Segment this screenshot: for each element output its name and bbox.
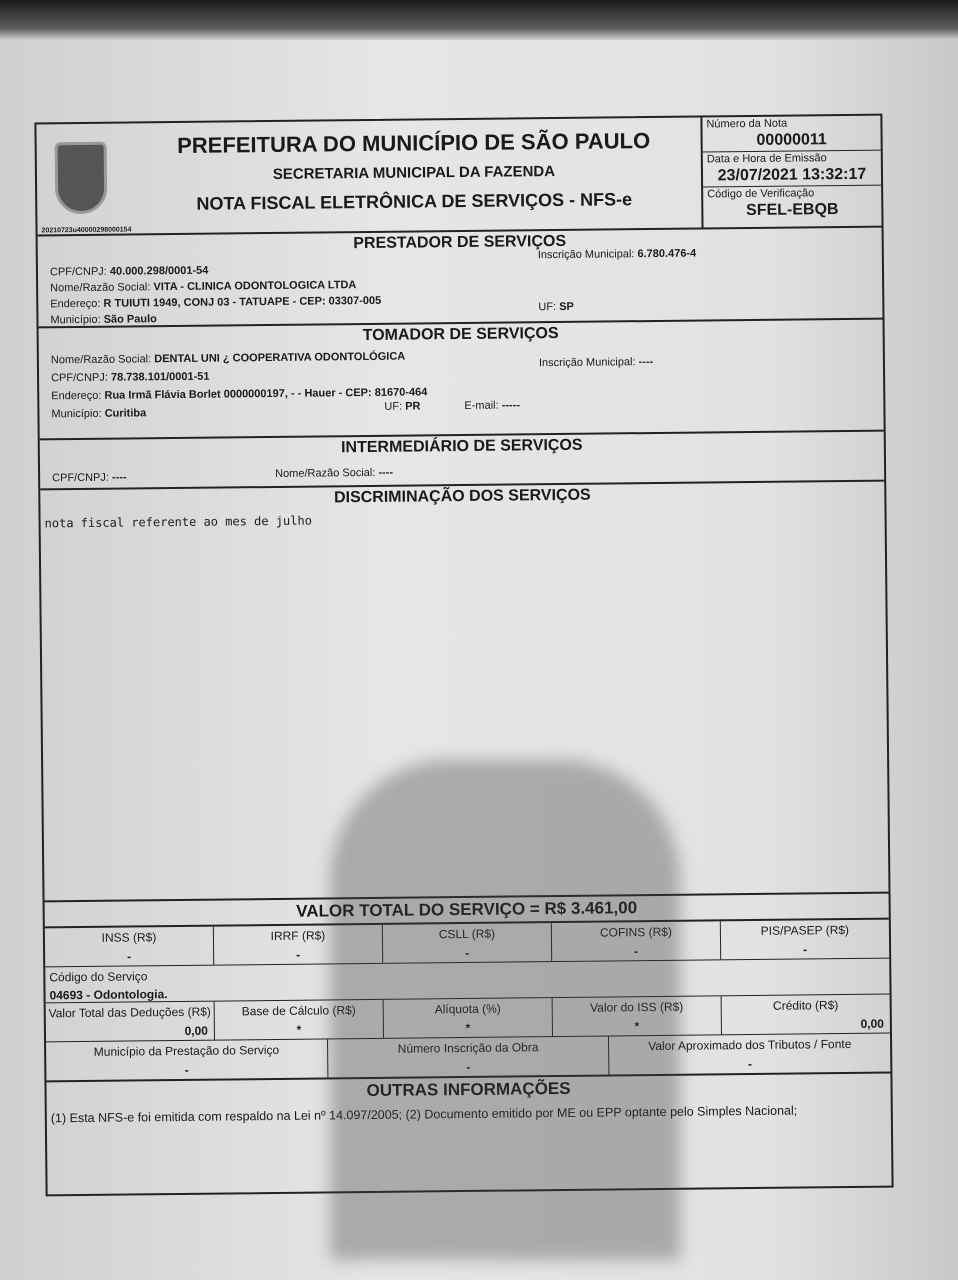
header — [36, 116, 881, 237]
value: - — [747, 1057, 753, 1072]
label: CPF/CNPJ: — [51, 371, 108, 385]
value: ---- — [111, 471, 127, 484]
label: IRRF (R$) — [270, 928, 326, 944]
label: Inscrição Municipal: — [538, 356, 636, 370]
label: Município: — [50, 313, 101, 327]
value: - — [296, 947, 301, 962]
label: Município: — [51, 407, 102, 421]
label: Nome/Razão Social: — [50, 353, 152, 367]
label: COFINS (R$) — [599, 924, 672, 940]
label: UF: — [538, 301, 557, 314]
service-description: nota fiscal referente ao mes de julho — [44, 513, 312, 531]
photo-shadow — [330, 760, 680, 1260]
prestador-section — [38, 228, 883, 329]
value: 78.738.101/0001-51 — [110, 370, 210, 384]
background-surface — [0, 0, 958, 40]
extra-cell — [46, 1039, 328, 1080]
page-title: PREFEITURA DO MUNICÍPIO DE SÃO PAULO — [177, 128, 651, 158]
label: Nome/Razão Social: — [275, 466, 376, 480]
label: CSLL (R$) — [438, 926, 496, 942]
tomador-section — [39, 320, 884, 441]
value: * — [296, 1022, 302, 1037]
intermediario-section — [40, 432, 884, 491]
outras-text: (1) Esta NFS-e foi emitida com respaldo na Lei nº 14.097/2005; (2) Documento emitido por ME ou EPP optante pelo Simples Nacional; — [50, 1103, 798, 1126]
codigo-value: SFEL-EBQB — [746, 201, 839, 220]
value: - — [803, 942, 808, 957]
value: ---- — [638, 356, 654, 369]
numero-value: 00000011 — [703, 130, 881, 153]
calc-cell — [722, 995, 890, 1035]
barcode-number: 20210723u40000298000154 — [41, 226, 132, 235]
note-info-box — [700, 116, 881, 228]
label: Crédito (R$) — [772, 998, 839, 1013]
label: INSS (R$) — [101, 930, 157, 945]
label: Valor Aproximado dos Tributos / Fonte — [648, 1036, 852, 1054]
value: 0,00 — [184, 1023, 208, 1038]
label: Endereço: — [50, 297, 101, 311]
value: - — [465, 945, 470, 961]
label: Número Inscrição da Obra — [397, 1040, 539, 1056]
label: Código do Serviço — [49, 969, 148, 985]
label: Valor do ISS (R$) — [590, 999, 684, 1015]
value: 6.780.476-4 — [637, 247, 697, 261]
value: DENTAL UNI ¿ COOPERATIVA ODONTOLÓGICA — [154, 350, 406, 366]
value: Rua Irmã Flávia Borlet 0000000197, - - Hauer - CEP: 81670-464 — [104, 386, 428, 402]
value: - — [127, 949, 132, 964]
label: Município da Prestação do Serviço — [93, 1042, 280, 1059]
section-heading: OUTRAS INFORMAÇÕES — [366, 1078, 571, 1101]
label: Valor Total das Deduções (R$) — [48, 1004, 211, 1021]
value: R TUIUTI 1949, CONJ 03 - TATUAPE - CEP: 03307-005 — [103, 294, 382, 310]
crest-icon — [55, 142, 108, 215]
value: ----- — [501, 399, 521, 412]
data-label: Data e Hora de Emissão — [706, 152, 827, 166]
label: Nome/Razão Social: — [50, 281, 151, 295]
taxes-cell — [721, 920, 889, 960]
value: 04693 - Odontologia. — [49, 987, 168, 1003]
data-value: 23/07/2021 13:32:17 — [703, 165, 881, 188]
value: - — [466, 1059, 471, 1074]
doc-type: NOTA FISCAL ELETRÔNICA DE SERVIÇOS - NFS-e — [196, 189, 633, 214]
city-crest — [36, 124, 132, 235]
value: Curitiba — [104, 407, 147, 420]
value: * — [634, 1019, 640, 1034]
taxes-cell — [45, 927, 214, 967]
total-value: VALOR TOTAL DO SERVIÇO = R$ 3.461,00 — [45, 894, 889, 929]
label: PIS/PASEP (R$) — [760, 922, 850, 938]
value: 40.000.298/0001-54 — [109, 264, 209, 278]
label: Endereço: — [51, 389, 102, 403]
label: Alíquota (%) — [434, 1001, 501, 1017]
codigo-label: Código de Verificação — [707, 187, 815, 201]
label: UF: — [384, 400, 403, 413]
value: 0,00 — [860, 1016, 884, 1031]
label: Base de Cálculo (R$) — [241, 1003, 356, 1019]
value: São Paulo — [103, 313, 157, 326]
label: CPF/CNPJ: — [52, 471, 110, 485]
value: PR — [405, 400, 421, 413]
value: * — [465, 1020, 471, 1036]
section-heading: DISCRIMINAÇÃO DOS SERVIÇOS — [333, 486, 591, 507]
numero-label: Número da Nota — [706, 117, 788, 131]
subtitle: SECRETARIA MUNICIPAL DA FAZENDA — [272, 163, 556, 183]
value: - — [184, 1062, 189, 1077]
section-heading: PRESTADOR DE SERVIÇOS — [353, 232, 567, 253]
section-heading: TOMADOR DE SERVIÇOS — [362, 324, 559, 345]
value: VITA - CLINICA ODONTOLOGICA LTDA — [153, 279, 357, 294]
label: CPF/CNPJ: — [49, 265, 107, 279]
label: E-mail: — [464, 399, 499, 412]
value: - — [634, 944, 639, 959]
section-heading: INTERMEDIÁRIO DE SERVIÇOS — [340, 436, 583, 457]
value: ---- — [378, 466, 394, 479]
calc-cell — [46, 1002, 215, 1042]
value: SP — [559, 300, 574, 313]
label: Inscrição Municipal: — [537, 248, 635, 262]
